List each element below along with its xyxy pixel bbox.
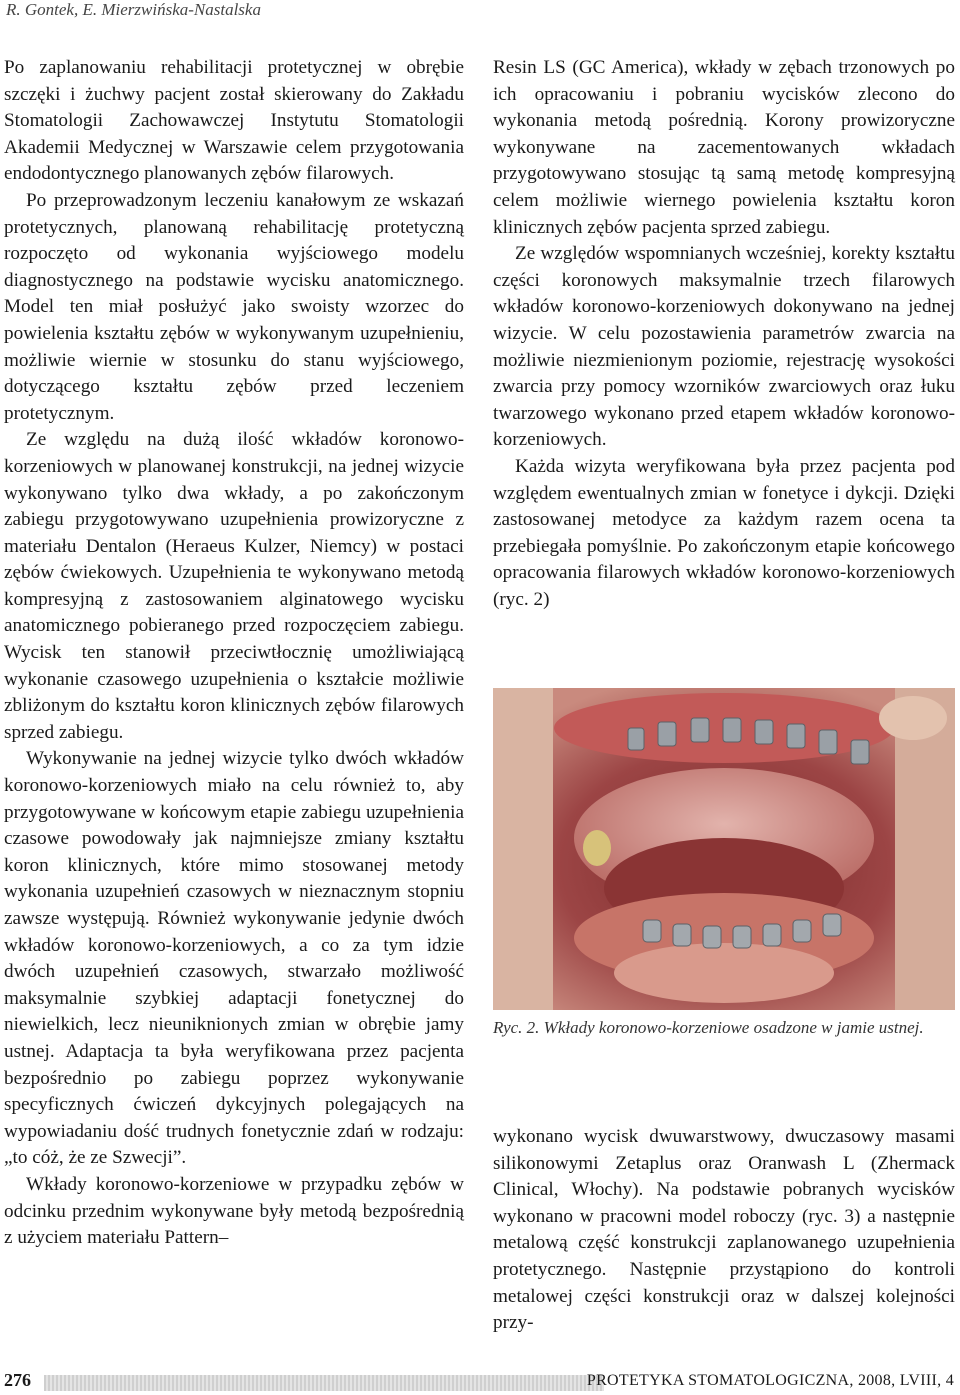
paragraph: Po przeprowadzonym leczeniu kanałowym ze wskazań protetycznych, planowaną rehabilitację protetyczną rozpoczęto od wykonania wyjściowego modelu diagnostycznego na podstawie wycisku anatomicznego. Model ten miał posłużyć jako swoisty wzorzec do powielenia kształtu zębów w wykonywanym uzupełnieniu, możliwie wiernie w stosunku do stanu wyjściowego, dotyczącego kształtu zębów przed leczeniem protetycznym. <box>4 189 464 424</box>
paragraph: wykonano wycisk dwuwarstwowy, dwuczasowy masami silikonowymi Zetaplus oraz Oranwash L (Zhermack Clinical, Włochy). Na podstawie pobranych wycisków wykonano w pracowni model roboczy (ryc. 3) a następnie metalową część konstrukcji zaplanowanego uzupełnienia protetycznego. Następnie przystąpiono do kontroli metalowej części konstrukcji oraz w dalszej kolejności przy- <box>493 1126 955 1334</box>
journal-citation: PROTETYKA STOMATOLOGICZNA, 2008, LVIII, 4 <box>586 1372 954 1389</box>
page-number: 276 <box>4 1370 31 1390</box>
left-column <box>4 55 464 1252</box>
running-head-authors: R. Gontek, E. Mierzwińska-Nastalska <box>6 0 261 19</box>
paragraph: Resin LS (GC America), wkłady w zębach trzonowych po ich opracowaniu i pobraniu wycisków zlecono do wykonania metodą pośrednią. Korony prowizoryczne wykonywane na zacementowanych wkładach przygotowywano stosując tą samą metodę kompresyjną celem możliwie wiernego powielenia kształtu koron klinicznych zębów pacjenta sprzed zabiegu. <box>493 57 955 238</box>
paragraph: Każda wizyta weryfikowana była przez pacjenta pod względem ewentualnych zmian w fonetyce i dykcji. Dzięki zastosowanej metodyce za każdym razem ocena ta przebiegała pomyślnie. Po zakończonym etapie końcowego opracowania filarowych wkładów koronowo-korzeniowych (ryc. 2) <box>493 455 955 610</box>
paragraph: Wykonywanie na jednej wizycie tylko dwóch wkładów koronowo-korzeniowych miało na celu również to, aby przygotowywane w końcowym etapie zabiegu uzupełnienia czasowe powodowały jak najmniejsze zmiany kształtu koron klinicznych, które mimo stosowanej metody wykonania uzupełnień czasowych w nieznacznym stopniu zawsze występują. Również wykonywanie jedynie dwóch wkładów koronowo-korzeniowych, a co za tym idzie dwóch uzupełnień czasowych, stwarzało możliwość maksymalnie szybkiej adaptacji fonetycznej do niewielkich, lecz nieuniknionych zmian w obrębie jamy ustnej. Adaptacja ta była weryfikowana przez pacjenta bezpośrednio po zabiegu poprzez wykonywanie specyficznych ćwiczeń dykcyjnych polegających na wypowiadaniu dość trudnych fonetycznie zdań w rodzaju: „to cóż, że ze Szwecji”. <box>4 748 464 1169</box>
figure-caption: Ryc. 2. Wkłady koronowo-korzeniowe osadzone w jamie ustnej. <box>493 1018 924 1037</box>
paragraph: Ze względów wspomnianych wcześniej, korekty kształtu części koronowych maksymalnie trzech filarowych wkładów koronowo-korzeniowych dokonywano na jednej wizycie. W celu pozostawienia parametrów zwarcia na możliwie niezmienionym poziomie, rejestrację wysokości zwarcia przy pomocy wzorników zwarciowych oraz łuku twarzowego wykonano przed etapem wkładów koronowo-korzeniowych. <box>493 243 955 451</box>
footer-rule <box>44 1375 604 1391</box>
figure-photo-oral-cavity <box>493 688 955 1010</box>
paragraph: Po zaplanowaniu rehabilitacji protetycznej w obrębie szczęki i żuchwy pacjent został skierowany do Zakładu Stomatologii Zachowawczej Instytutu Stomatologii Akademii Medycznej w Warszawie celem przygotowania endodontycznego planowanych zębów filarowych. <box>4 57 464 185</box>
right-column <box>493 55 955 613</box>
paragraph: Wkłady koronowo-korzeniowe w przypadku zębów w odcinku przednim wykonywane były metodą bezpośrednią z użyciem materiału Pattern– <box>4 1173 464 1249</box>
oral-photo-illustration <box>493 688 955 1010</box>
paragraph: Ze względu na dużą ilość wkładów koronowo-korzeniowych w planowanej konstrukcji, na jednej wizycie wykonywano tylko dwa wkłady, a po zakończonym zabiegu przygotowywano uzupełnienia prowizoryczne z materiału Dentalon (Heraeus Kulzer, Niemcy) w postaci zębów ćwiekowych. Uzupełnienia te wykonywano metodą kompresyjną z zastosowaniem alginatowego wycisku anatomicznego pobieranego przed rozpoczęciem zabiegu. Wycisk ten stanowił przeciwtłocznię umożliwiającą wykonanie czasowego uzupełnienia o kształcie możliwie zbliżonym do kształtu koron klinicznych zębów filarowych sprzed zabiegu. <box>4 429 464 743</box>
right-column-continued <box>493 1124 955 1337</box>
